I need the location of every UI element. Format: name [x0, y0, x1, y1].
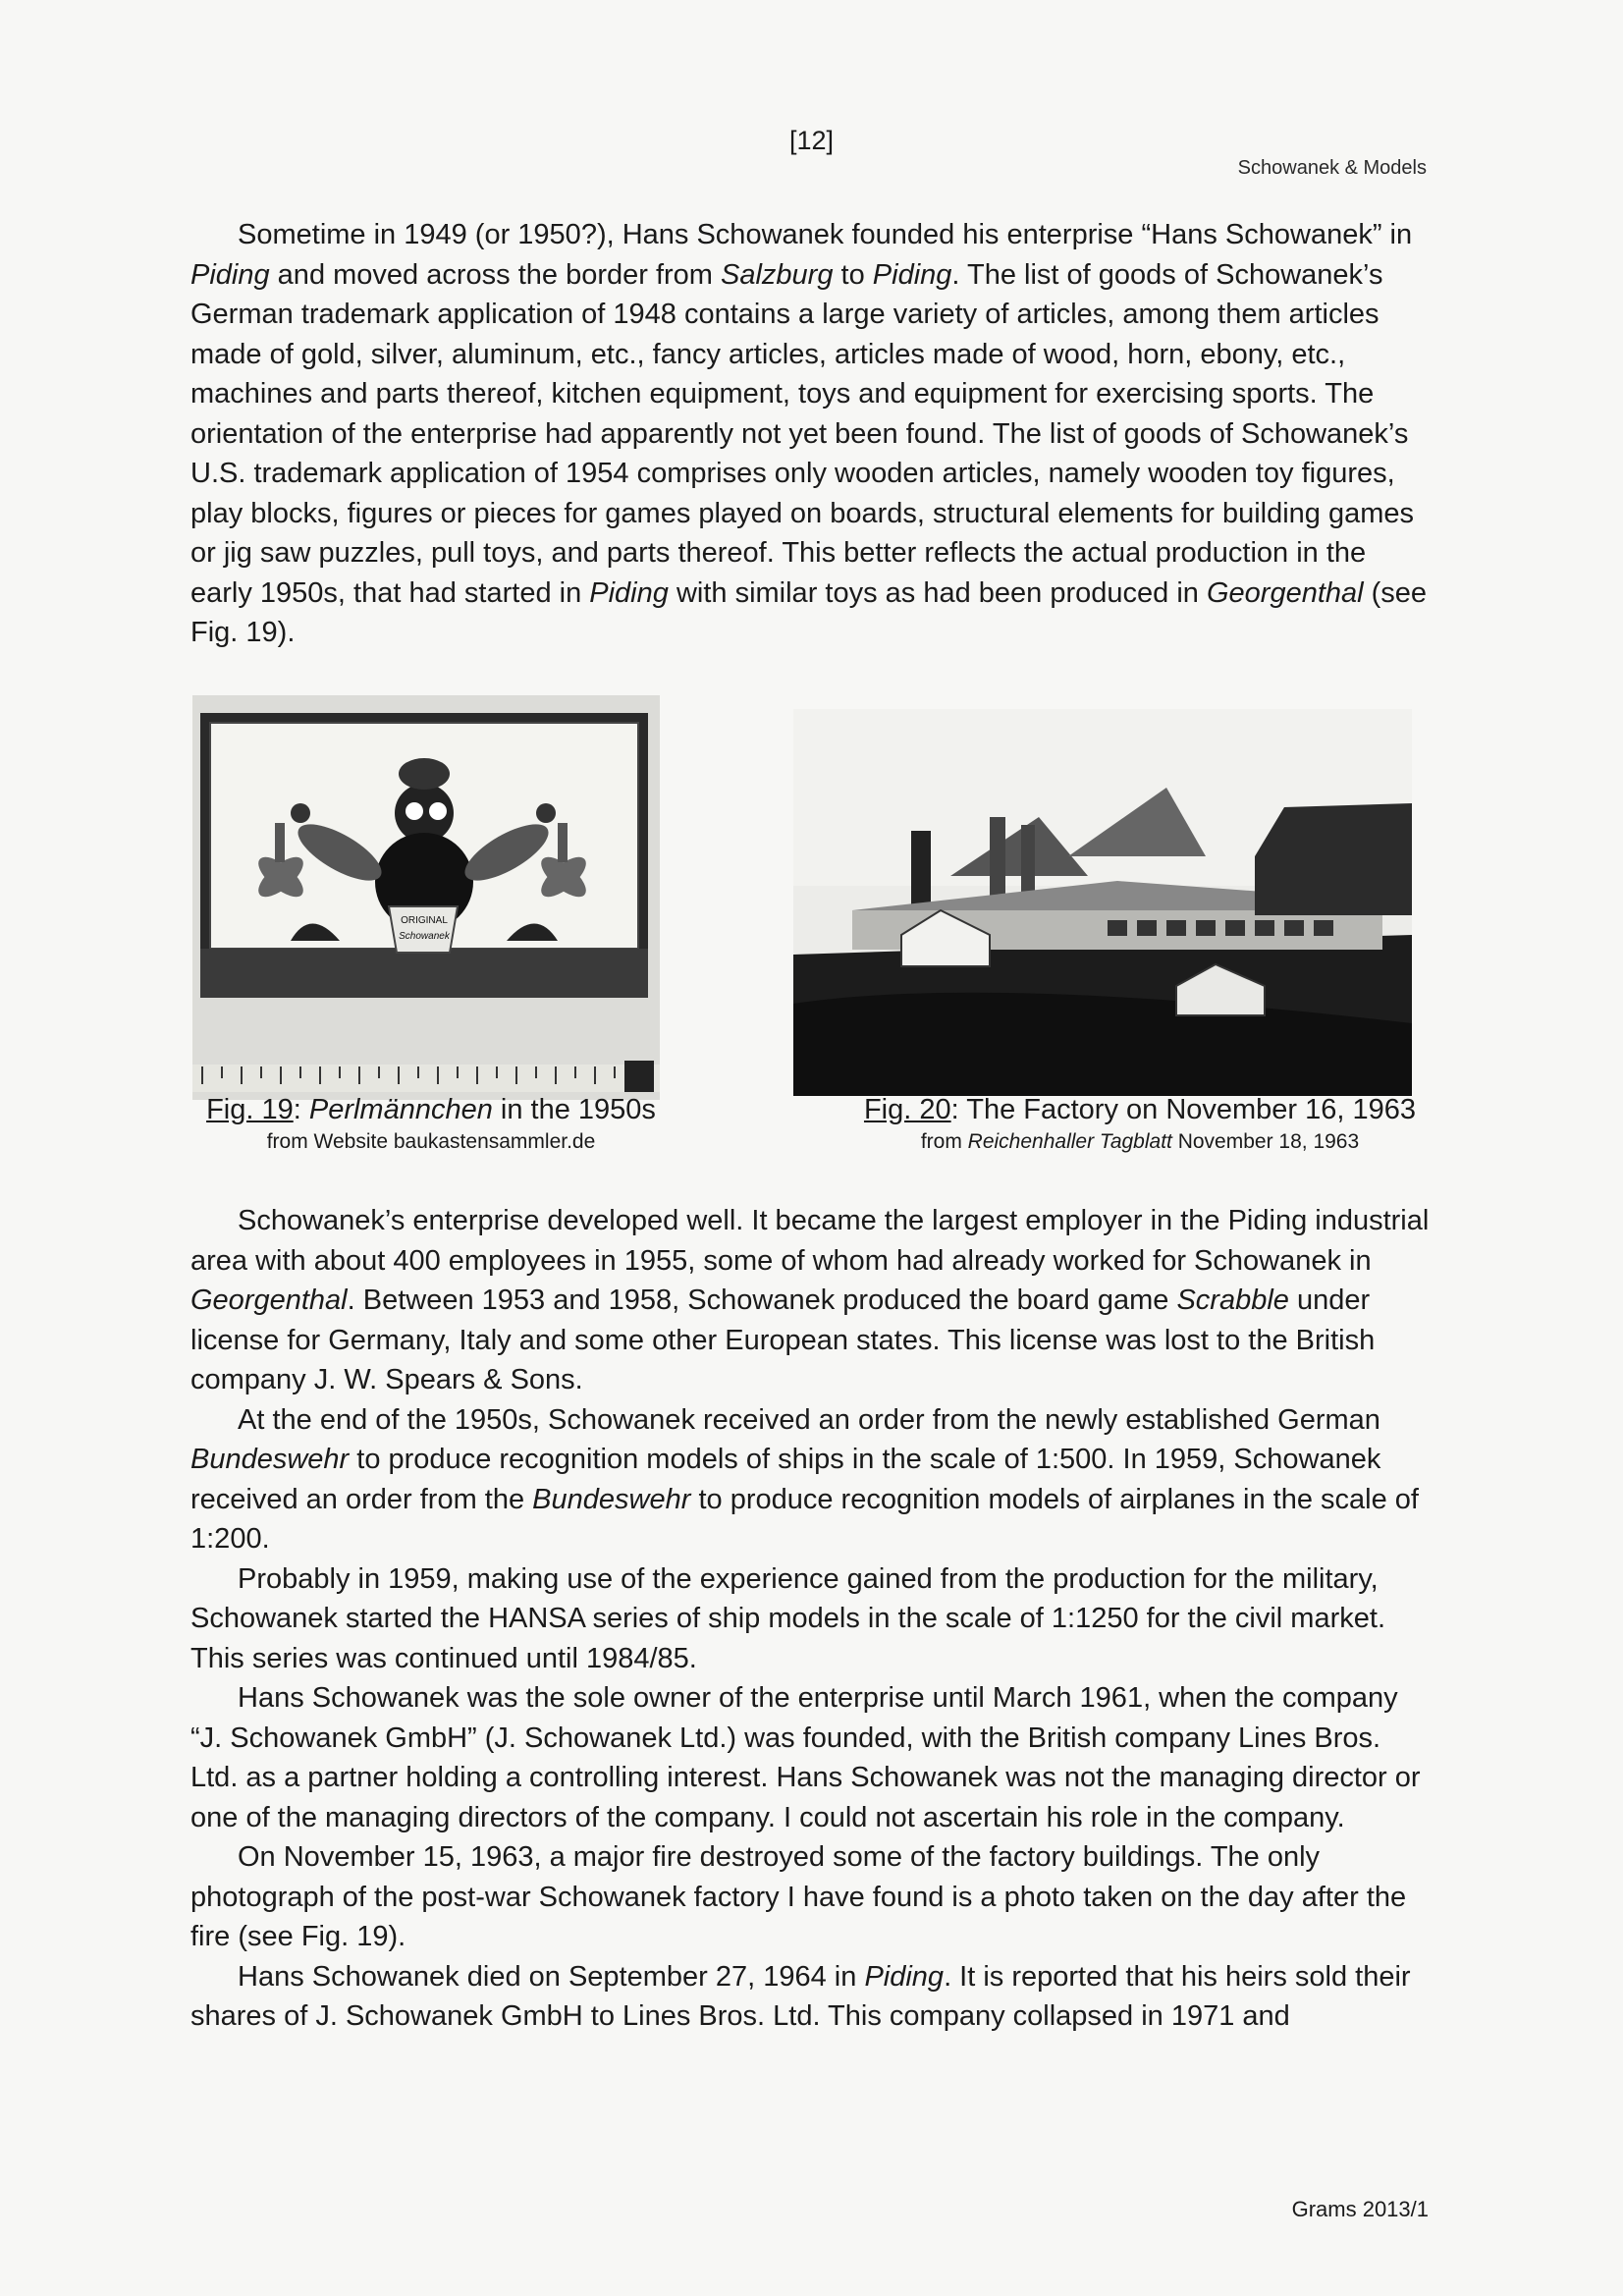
- paragraph: On November 15, 1963, a major fire destroyed some of the factory buildings. The only photograph of the post-war Schowanek factory I have found is a photo taken on the day after the fire (see Fig. 19).: [190, 1841, 1407, 1952]
- paragraph: Hans Schowanek was the sole owner of the enterprise until March 1961, when the company “J. Schowanek GmbH” (J. Schowanek Ltd.) was founded, with the British company Lines Bros. Ltd. as a partner holding a controlling interest. Hans Schowanek was not the managing director or one of the managing directors of the company. I could not ascertain his role in the company.: [190, 1682, 1421, 1833]
- figure-19-caption-main: [192, 1092, 670, 1127]
- figure-19-caption-text: : Perlmännchen in the 1950s: [293, 1094, 656, 1125]
- figure-20-photo: [793, 709, 1412, 1096]
- figure-20-source: from Reichenhaller Tagblatt November 18, 1963: [920, 1130, 1360, 1153]
- figure-20-label: Fig. 20: [863, 1094, 951, 1125]
- running-header: Schowanek & Models: [1237, 157, 1427, 179]
- paragraph: Hans Schowanek died on September 27, 1964 in Piding. It is reported that his heirs sold their shares of J. Schowanek GmbH to Lines Bros. Ltd. This company collapsed in 1971 and: [190, 1960, 1411, 2032]
- factory-image: [793, 709, 1412, 1096]
- page-number: [12]: [788, 126, 835, 155]
- figure-20-caption-text: : The Factory on November 16, 1963: [950, 1094, 1417, 1125]
- paragraph: Sometime in 1949 (or 1950?), Hans Schowanek founded his enterprise “Hans Schowanek” in Piding and moved across the border from Salzburg to Piding. The list of goods of Schowanek’s German trademark application of 1948 contains a large variety of articles, among them articles made of gold, silver, aluminum, etc., fancy articles, articles made of wood, horn, ebony, etc., machines and parts thereof, kitchen equipment, toys and equipment for exercising sports. The orientation of the enterprise had apparently not yet been found. The list of goods of Schowanek’s U.S. trademark application of 1954 comprises only wooden articles, namely wooden toy figures, play blocks, figures or pieces for games played on boards, structural elements for building games or jig saw puzzles, pull toys, and parts thereof. This better reflects the actual production in the early 1950s, that had started in Piding with similar toys as had been produced in Georgenthal (see Fig. 19).: [190, 219, 1428, 648]
- perlmaennchen-box-image: [192, 695, 660, 1100]
- figure-19-source: from Website baukastensammler.de: [266, 1130, 596, 1153]
- body-text-top: [190, 215, 1433, 653]
- figure-19-photo: [192, 695, 660, 1100]
- paragraph: Schowanek’s enterprise developed well. It became the largest employer in the Piding industrial area with about 400 employees in 1955, some of whom had already worked for Schowanek in Georgenthal. Between 1953 and 1958, Schowanek produced the board game Scrabble under license for Germany, Italy and some other European states. This license was lost to the British company J. W. Spears & Sons.: [190, 1205, 1430, 1395]
- paragraph: Probably in 1959, making use of the experience gained from the production for the military, Schowanek started the HANSA series of ship models in the scale of 1:1250 for the civil market. This series was continued until 1984/85.: [190, 1562, 1385, 1674]
- box-badge-text: ORIGINAL: [401, 915, 448, 926]
- box-badge-brand: Schowanek: [399, 931, 450, 942]
- figure-20-caption: [831, 1092, 1449, 1157]
- footer: Grams 2013/1: [1291, 2197, 1429, 2221]
- paragraph: At the end of the 1950s, Schowanek received an order from the newly established German Bundeswehr to produce recognition models of ships in the scale of 1:500. In 1959, Schowanek received an order from the Bundeswehr to produce recognition models of airplanes in the scale of 1:200.: [190, 1403, 1419, 1555]
- figure-19-label: Fig. 19: [206, 1094, 294, 1125]
- figure-20-caption-main: [831, 1092, 1449, 1127]
- figure-19-caption: [192, 1092, 670, 1157]
- body-text-bottom: [190, 1201, 1433, 2037]
